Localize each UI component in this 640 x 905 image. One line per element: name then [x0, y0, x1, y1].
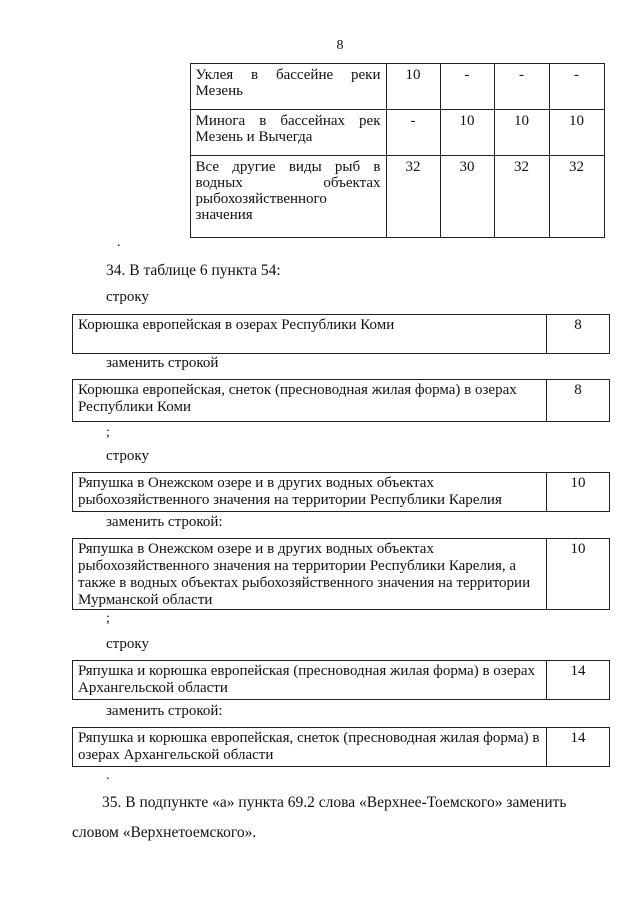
table-cell-value: - [494, 64, 549, 110]
row-box-new-1 [72, 379, 610, 422]
table-cell-value: - [386, 110, 440, 156]
table-cell-value: 10 [386, 64, 440, 110]
table-cell-value: - [440, 64, 494, 110]
row-text: Ряпушка в Онежском озере и в других водных объектах рыбохозяйственного значения на территории Республики Карелия [73, 473, 547, 511]
table-cell-value: 10 [440, 110, 494, 156]
row-text: Ряпушка в Онежском озере и в других водных объектах рыбохозяйственного значения на территории Республики Карелия, а также в водных объектах рыбохозяйственного значения на территории Мурманской области [73, 539, 547, 609]
table-cell-value: 10 [494, 110, 549, 156]
end-mark: . [106, 768, 110, 783]
table-end-mark: . [117, 235, 121, 250]
label-stroku: строку [106, 289, 149, 305]
table-cell-value: - [549, 64, 604, 110]
label-zamenit-strokoy: заменить строкой: [106, 703, 223, 719]
semicolon-mark: ; [106, 425, 110, 440]
table-cell-value: 32 [386, 156, 440, 238]
table-row [78, 156, 604, 238]
label-stroku: строку [106, 448, 149, 464]
row-box-old-1 [72, 314, 610, 354]
row-text: Корюшка европейская, снеток (пресноводная жилая форма) в озерах Республики Коми [73, 380, 547, 421]
row-box-new-3 [72, 727, 610, 767]
item-34-heading: 34. В таблице 6 пункта 54: [106, 262, 281, 279]
row-box-old-3 [72, 660, 610, 700]
item-35-paragraph [72, 788, 612, 848]
row-value: 8 [574, 317, 582, 333]
row-box-new-2 [72, 538, 610, 610]
table-row [78, 110, 604, 156]
label-zamenit-strokoy: заменить строкой: [106, 514, 223, 530]
row-value: 10 [570, 541, 586, 557]
row-text: Ряпушка и корюшка европейская (пресноводная жилая форма) в озерах Архангельской области [73, 661, 547, 699]
row-text: Корюшка европейская в озерах Республики Коми [73, 315, 547, 353]
label-zamenit-strokoy: заменить строкой [106, 355, 219, 371]
item-35-line-2: словом «Верхнетоемского». [72, 824, 257, 841]
row-value: 8 [574, 382, 582, 398]
fish-table [78, 63, 605, 238]
table-cell-name: Уклея в бассейне реки Мезень [190, 64, 386, 110]
table-cell-name: Минога в бассейнах рек Мезень и Вычегда [190, 110, 386, 156]
semicolon-mark: ; [106, 611, 110, 626]
table-cell-value: 30 [440, 156, 494, 238]
table-cell-name: Все другие виды рыб в водных объектах рыбохозяйственного значения [190, 156, 386, 238]
row-value: 10 [570, 475, 586, 491]
table-cell-value: 32 [494, 156, 549, 238]
row-value: 14 [570, 730, 586, 746]
table-cell-value: 32 [549, 156, 604, 238]
table-row [78, 64, 604, 110]
row-value: 14 [570, 663, 586, 679]
table-cell-value: 10 [549, 110, 604, 156]
item-35-line-1: 35. В подпункте «а» пункта 69.2 слова «Верхнее-Тоемского» заменить [102, 794, 567, 811]
page-number: 8 [336, 38, 344, 53]
row-text: Ряпушка и корюшка европейская, снеток (пресноводная жилая форма) в озерах Архангельской области [73, 728, 547, 766]
row-box-old-2 [72, 472, 610, 512]
label-stroku: строку [106, 636, 149, 652]
